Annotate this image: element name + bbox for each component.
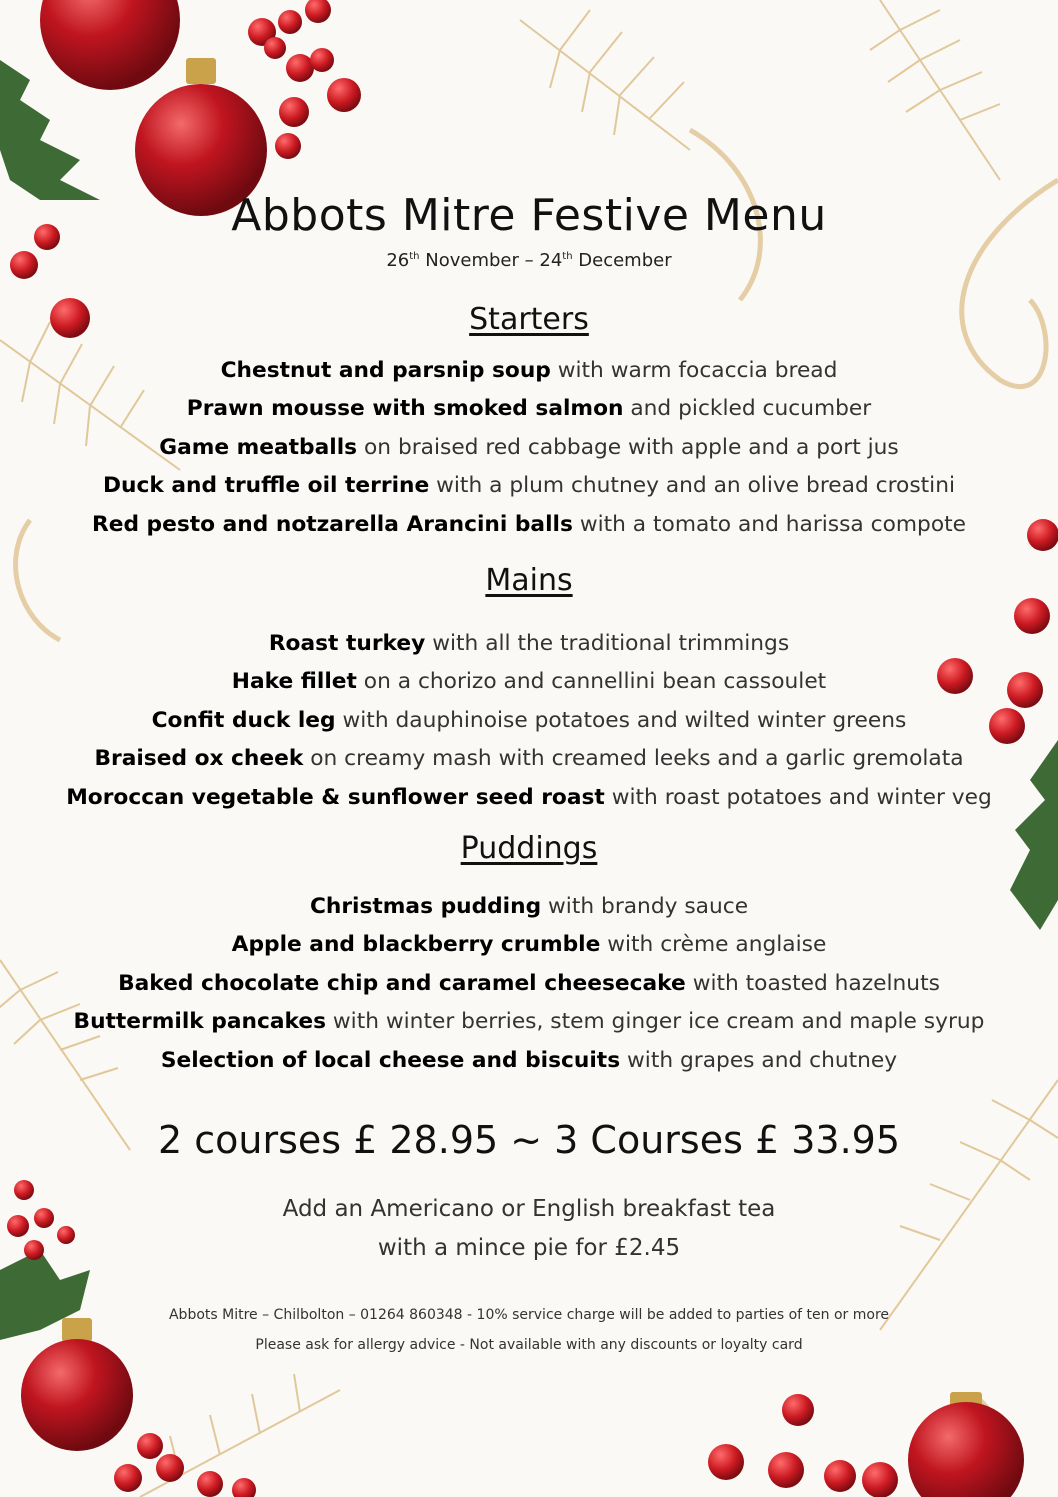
dish-detail: on a chorizo and cannellini bean cassoulet (363, 669, 827, 695)
dish-name: Duck and truffle oil terrine (102, 473, 430, 499)
footer-line-1: Abbots Mitre – Chilbolton – 01264 860348 - 10% service charge will be added to parties of ten or more (168, 1307, 889, 1323)
dish-detail: with brandy sauce (548, 894, 749, 919)
end-day: 24 (539, 250, 563, 271)
dish-detail: with a tomato and harissa compote (579, 511, 966, 537)
starters-heading: Starters (469, 302, 589, 337)
list-item (0, 1042, 1058, 1080)
list-item (0, 1003, 1058, 1041)
dish-detail: with all the traditional trimmings (432, 631, 790, 656)
addon-offer (0, 1190, 1058, 1268)
dish-name: Confit duck leg (151, 707, 336, 733)
puddings-heading: Puddings (460, 831, 598, 866)
dish-name: Moroccan vegetable & sunflower seed roast (66, 784, 605, 810)
list-item (0, 506, 1058, 544)
list-item (0, 352, 1058, 390)
footer-notes (0, 1300, 1058, 1360)
addon-line-2: with a mince pie for £2.45 (377, 1235, 681, 1261)
dish-detail: on braised red cabbage with apple and a port jus (363, 434, 899, 460)
menu-title: Abbots Mitre Festive Menu (231, 190, 827, 241)
dish-name: Buttermilk pancakes (73, 1009, 326, 1035)
list-item (0, 779, 1058, 817)
dish-name: Prawn mousse with smoked salmon (186, 396, 624, 422)
footer-line-2: Please ask for allergy advice - Not available with any discounts or loyalty card (255, 1337, 803, 1353)
dish-detail: on creamy mash with creamed leeks and a garlic gremolata (310, 746, 964, 772)
list-item (0, 926, 1058, 964)
dish-detail: with warm focaccia bread (557, 358, 838, 383)
list-item (0, 663, 1058, 701)
end-suffix: th (562, 251, 573, 262)
list-item (0, 888, 1058, 926)
dish-detail: with dauphinoise potatoes and wilted winter greens (342, 707, 907, 733)
course-price: 2 courses £ 28.95 ~ 3 Courses £ 33.95 (157, 1118, 901, 1162)
dish-name: Christmas pudding (309, 894, 542, 919)
dish-detail: with toasted hazelnuts (692, 970, 940, 996)
list-item (0, 702, 1058, 740)
dish-detail: with a plum chutney and an olive bread crostini (436, 473, 955, 499)
dish-name: Baked chocolate chip and caramel cheesecake (118, 970, 686, 996)
mains-list (0, 625, 1058, 817)
menu-dates (0, 248, 1058, 274)
list-item (0, 625, 1058, 663)
dish-detail: and pickled cucumber (630, 396, 872, 422)
list-item (0, 390, 1058, 428)
list-item (0, 740, 1058, 778)
dish-name: Roast turkey (268, 631, 426, 656)
list-item (0, 467, 1058, 505)
puddings-list (0, 888, 1058, 1080)
dish-name: Apple and blackberry crumble (231, 932, 601, 958)
dish-name: Red pesto and notzarella Arancini balls (92, 511, 573, 537)
dish-detail: with grapes and chutney (627, 1047, 898, 1073)
dish-detail: with winter berries, stem ginger ice cream and maple syrup (332, 1009, 985, 1035)
dish-name: Game meatballs (159, 434, 358, 460)
dish-name: Selection of local cheese and biscuits (160, 1047, 621, 1073)
start-day: 26 (386, 250, 410, 271)
starters-list (0, 352, 1058, 544)
dish-name: Chestnut and parsnip soup (220, 358, 551, 383)
start-month: November (425, 250, 519, 271)
dish-name: Hake fillet (231, 669, 357, 695)
dish-detail: with crème anglaise (607, 932, 827, 958)
end-month: December (578, 250, 672, 271)
mains-heading: Mains (485, 563, 573, 598)
list-item (0, 429, 1058, 467)
dish-name: Braised ox cheek (94, 746, 304, 772)
addon-line-1: Add an Americano or English breakfast tea (282, 1196, 776, 1222)
start-suffix: th (409, 251, 420, 262)
date-separator: – (524, 250, 534, 271)
dish-detail: with roast potatoes and winter veg (611, 784, 992, 810)
list-item (0, 965, 1058, 1003)
